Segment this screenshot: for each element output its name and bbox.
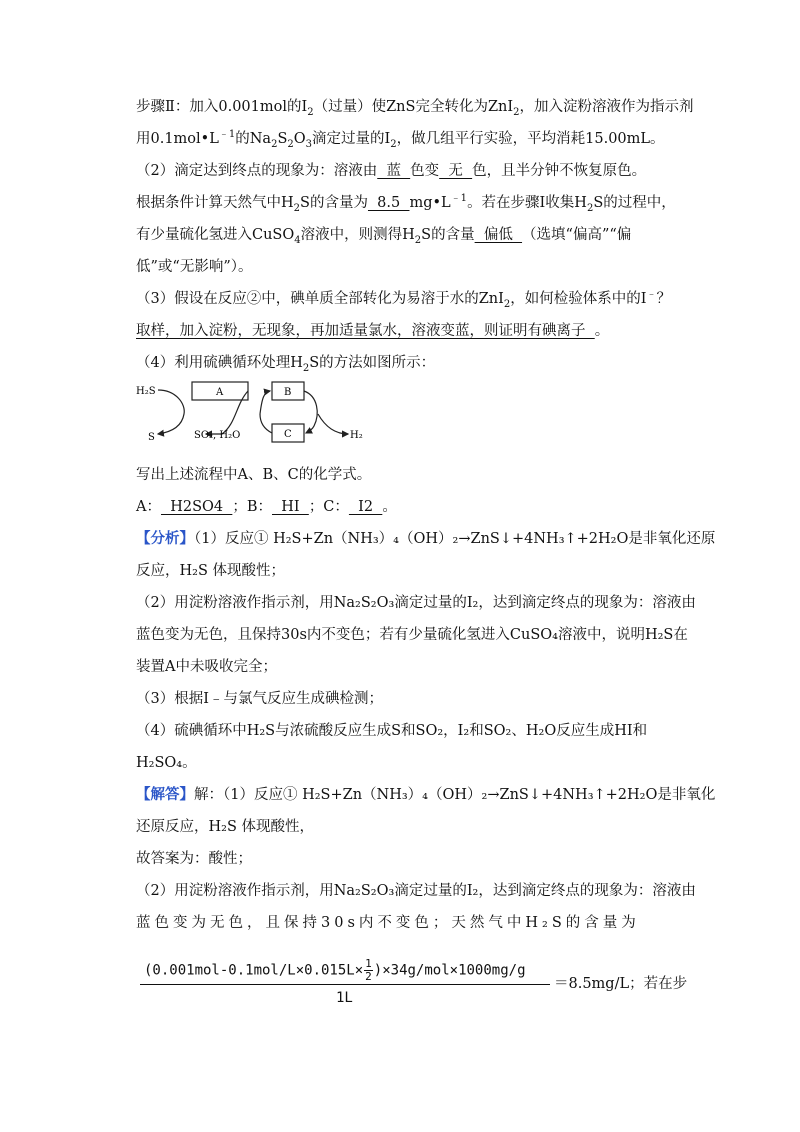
label-a: A — [216, 387, 224, 398]
answer-blank: 8.5 — [367, 195, 410, 211]
answer-tag: 【解答】 — [136, 786, 194, 803]
label-b: B — [284, 387, 292, 398]
analysis-tag: 【分析】 — [136, 530, 194, 547]
text-line: （2）用淀粉溶液作指示剂，用Na₂S₂O₃滴定过量的I₂，达到滴定终点的现象为：溶液由 — [136, 595, 696, 611]
text-line: 根据条件计算天然气中$H_2S$的含量为 8.5 $mg•L^{﹣1}$。若在步骤Ⅰ收集$H_2S$的过程中， — [136, 193, 676, 214]
text-line: （4）利用硫碘循环处理$H_2S$的方法如图所示： — [136, 355, 436, 374]
text-line: （4）硫碘循环中H₂S与浓硫酸反应生成S和SO₂，I₂和SO₂、H₂O反应生成HI和 — [136, 723, 648, 739]
text-line: （3）假设在反应②中，碘单质全部转化为易溶于水的ZnI$_2$，如何检验体系中的I﹣？ — [136, 289, 671, 310]
fraction-bar — [140, 984, 550, 985]
label-c: C — [284, 429, 292, 440]
label-s: S — [148, 432, 155, 443]
cycle-arrow-to-b — [260, 391, 270, 414]
text-line: 【解答】解：（1）反应① H₂S+Zn（NH₃）₄（OH）₂→ZnS↓+4NH₃↑+2H₂O是非氧化 — [136, 786, 716, 803]
answer-blank-b: HI — [272, 499, 309, 515]
text-line: 步骤Ⅱ：加入0.001mol的$I_2$（过量）使ZnS完全转化为ZnI$_2$，加入淀粉溶液作为指示剂 — [136, 99, 694, 118]
fraction-one-half: $\frac{1}{2}$ — [365, 957, 372, 983]
answer-blank: 蓝 — [377, 163, 411, 179]
text-line: H₂SO₄。 — [136, 755, 197, 771]
text-line: 取样，加入淀粉，无现象，再加适量氯水，溶液变蓝，则证明有碘离子 。 — [136, 323, 610, 339]
text-line: （2）滴定达到终点的现象为：溶液由 蓝 色变 无 色，且半分钟不恢复原色。 — [136, 163, 647, 179]
text-line: 有少量硫化氢进入CuSO$_4$溶液中，则测得$H_2S$的含量 偏低 （选填“偏高”“偏 — [136, 227, 632, 246]
text-line: A： H2SO4 ；B： HI ；C： I2 。 — [136, 499, 397, 515]
label-h2s: H₂S — [136, 386, 156, 397]
cycle-diagram-svg — [136, 374, 376, 450]
text-line: （3）根据I﹣与氯气反应生成碘检测； — [136, 691, 383, 707]
cycle-arrow-b-to-c — [304, 391, 317, 433]
answer-blank-a: H2SO4 — [160, 499, 233, 515]
cycle-arrow-from-c — [260, 414, 272, 433]
text-line: （2）用淀粉溶液作指示剂，用Na₂S₂O₃滴定过量的I₂，达到滴定终点的现象为：溶液由 — [136, 883, 696, 899]
formula-result: ＝8.5mg/L；若在步 — [554, 976, 688, 992]
text-line: 装置A中未吸收完全； — [136, 659, 277, 675]
answer-blank: 无 — [439, 163, 473, 179]
label-so2-h2o: SO₂, H₂O — [194, 430, 241, 441]
text-line: 还原反应，H₂S 体现酸性， — [136, 819, 314, 835]
cycle-arrow-left — [158, 390, 184, 434]
label-h2: H₂ — [350, 430, 363, 441]
h2s-content-formula — [136, 958, 696, 1028]
text-line: 低”或“无影响”）。 — [136, 259, 253, 275]
text-line: 蓝色变为无色，且保持30s内不变色；若有少量硫化氢进入CuSO₄溶液中，说明H₂S在 — [136, 627, 688, 643]
text-line: 反应，H₂S 体现酸性； — [136, 563, 285, 579]
cycle-arrow-to-h2 — [318, 414, 348, 434]
formula-denominator: 1L — [336, 990, 353, 1006]
text-line: 故答案为：酸性； — [136, 851, 252, 867]
formula-numerator: (0.001mol-0.1mol/L×0.015L× $\frac{1}{2}$ )×34g/mol×1000mg/g — [144, 957, 526, 983]
text-line: 用$0.1mol•L^{﹣1}$的$Na_2S_2O_3$滴定过量的$I_2$，做几组平行实验，平均消耗15.00mL。 — [136, 129, 665, 150]
text-line: 写出上述流程中A、B、C的化学式。 — [136, 467, 372, 483]
sulfur-iodine-cycle-diagram — [136, 374, 376, 450]
answer-blank-c: I2 — [348, 499, 383, 515]
text-line: 【分析】（1）反应① H₂S+Zn（NH₃）₄（OH）₂→ZnS↓+4NH₃↑+2H₂O是非氧化还原 — [136, 530, 716, 547]
answer-blank: 取样，加入淀粉，无现象，再加适量氯水，溶液变蓝，则证明有碘离子 — [136, 323, 595, 339]
text-line: 蓝色变为无色，且保持30s内不变色；天然气中H₂S的含量为 — [136, 915, 640, 931]
answer-blank: 偏低 — [474, 227, 523, 243]
